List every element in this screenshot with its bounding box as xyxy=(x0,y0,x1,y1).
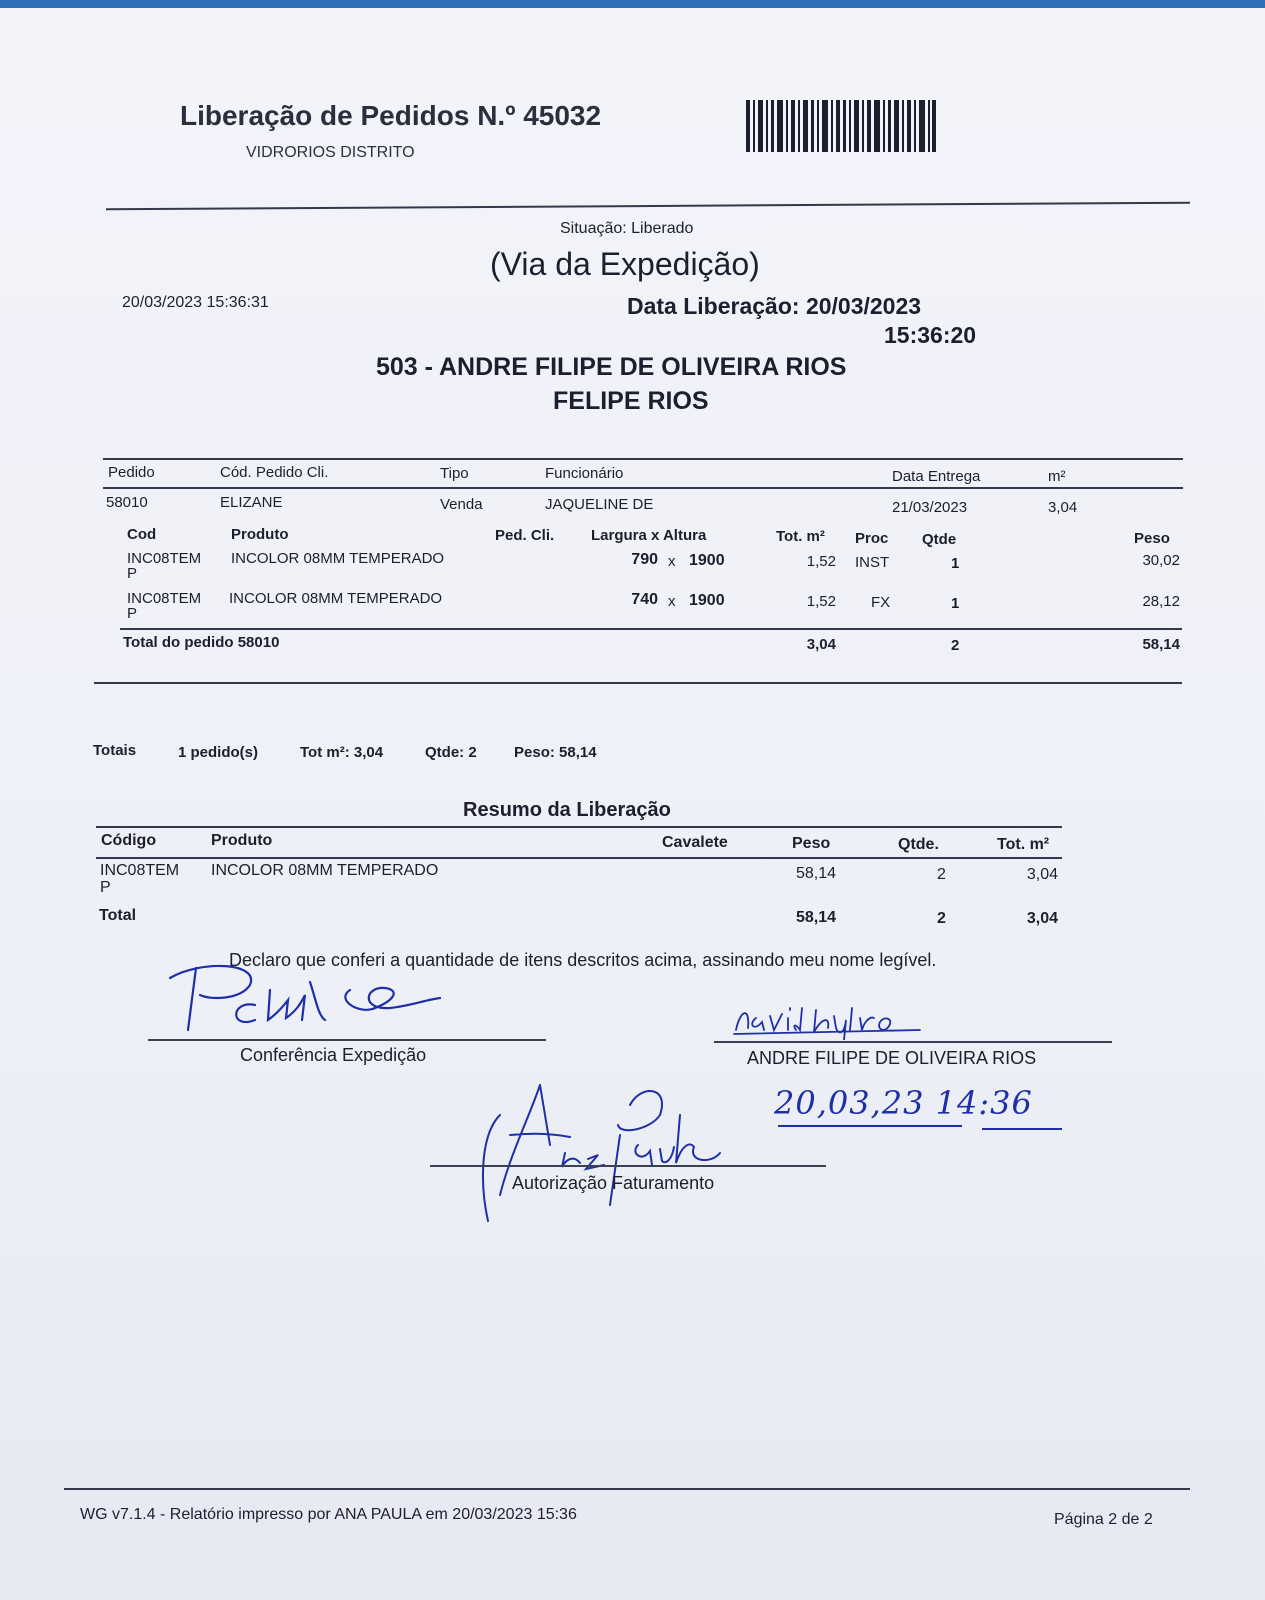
order-total-peso: 58,14 xyxy=(1142,636,1180,653)
item-peso: 30,02 xyxy=(1142,552,1180,569)
item-tot-m2: 1,52 xyxy=(806,593,836,610)
item-tot-m2: 1,52 xyxy=(806,553,836,570)
item-produto: INCOLOR 08MM TEMPERADO xyxy=(231,550,445,567)
item-cod: INC08TEM xyxy=(127,590,202,607)
signature-left xyxy=(160,960,460,1050)
summary-total-label: Total xyxy=(99,907,137,924)
summary-top-rule xyxy=(96,826,1062,828)
order-header-rule xyxy=(103,487,1183,489)
summary-total-qtde: 2 xyxy=(937,910,946,927)
summary-col-produto: Produto xyxy=(211,832,273,849)
col-pedido: Pedido xyxy=(108,464,155,481)
item-cod: INC08TEM xyxy=(127,550,202,567)
copy-type: (Via da Expedição) xyxy=(490,246,760,282)
item-x: x xyxy=(668,553,676,570)
status-text: Situação: Liberado xyxy=(560,220,694,237)
signature-label-left: Conferência Expedição xyxy=(240,1045,427,1065)
handwritten-underline-1 xyxy=(778,1125,962,1127)
item-col-largura-altura: Largura x Altura xyxy=(591,527,707,544)
summary-col-tot-m2: Tot. m² xyxy=(997,836,1050,853)
summary-tot-m2: 3,04 xyxy=(1026,866,1058,883)
item-peso: 28,12 xyxy=(1142,593,1180,610)
order-top-rule xyxy=(103,458,1183,460)
summary-title: Resumo da Liberação xyxy=(463,799,671,821)
signature-right xyxy=(730,1000,930,1040)
summary-cod: INC08TEM xyxy=(100,862,180,879)
order-m2-value: 3,04 xyxy=(1048,499,1078,516)
summary-col-codigo: Código xyxy=(101,832,157,849)
company-name: VIDRORIOS DISTRITO xyxy=(246,144,415,161)
handwritten-date: 20,03,23 14:36 xyxy=(774,1084,1033,1122)
order-bottom-rule xyxy=(94,682,1182,684)
item-proc: INST xyxy=(855,554,890,571)
item-col-ped-cli: Ped. Cli. xyxy=(495,527,555,544)
summary-total-peso: 58,14 xyxy=(795,909,836,926)
printed-timestamp: 20/03/2023 15:36:31 xyxy=(122,294,269,311)
item-col-proc: Proc xyxy=(855,530,889,547)
signature-label-right: ANDRE FILIPE DE OLIVEIRA RIOS xyxy=(747,1048,1037,1068)
document-title: Liberação de Pedidos N.º 45032 xyxy=(180,100,602,131)
handwritten-underline-2 xyxy=(982,1128,1062,1130)
col-m2: m² xyxy=(1048,468,1066,485)
order-tipo-value: Venda xyxy=(440,496,483,513)
summary-total-m2: 3,04 xyxy=(1026,910,1058,927)
signature-line-left xyxy=(148,1039,546,1041)
summary-peso: 58,14 xyxy=(795,865,836,882)
footer-rule xyxy=(64,1488,1190,1490)
order-cod-cli-value: ELIZANE xyxy=(220,494,283,511)
page-number: Página 2 de 2 xyxy=(1054,1511,1153,1528)
col-cod-pedido-cli: Cód. Pedido Cli. xyxy=(220,464,329,481)
top-edge xyxy=(0,0,1265,8)
item-col-qtde: Qtde xyxy=(922,531,957,548)
declaration-text: Declaro que conferi a quantidade de itens descritos acima, assinando meu nome legível. xyxy=(229,950,937,970)
order-data-entrega-value: 21/03/2023 xyxy=(892,499,968,516)
item-largura: 740 xyxy=(631,591,658,608)
item-col-produto: Produto xyxy=(231,526,289,543)
summary-header-rule xyxy=(96,857,1062,859)
col-funcionario: Funcionário xyxy=(545,465,624,482)
order-funcionario-value: JAQUELINE DE xyxy=(545,496,654,513)
totals-pedidos: 1 pedido(s) xyxy=(178,744,259,761)
signature-line-right xyxy=(714,1041,1112,1043)
totals-label: Totais xyxy=(93,742,137,759)
summary-produto: INCOLOR 08MM TEMPERADO xyxy=(211,862,439,879)
order-total-m2: 3,04 xyxy=(806,636,836,653)
release-time: 15:36:20 xyxy=(884,322,977,348)
summary-col-qtde: Qtde. xyxy=(898,836,939,853)
order-total-label: Total do pedido 58010 xyxy=(123,634,280,651)
summary-col-cavalete: Cavalete xyxy=(662,834,728,851)
item-proc: FX xyxy=(871,594,891,611)
header-divider xyxy=(106,202,1190,211)
totals-peso: Peso: 58,14 xyxy=(514,744,597,761)
client-alias: FELIPE RIOS xyxy=(553,387,709,415)
footer-printed-by: WG v7.1.4 - Relatório impresso por ANA PAULA em 20/03/2023 15:36 xyxy=(80,1506,577,1523)
barcode-image xyxy=(746,100,936,152)
client-name: 503 - ANDRE FILIPE DE OLIVEIRA RIOS xyxy=(376,353,847,381)
item-qtde: 1 xyxy=(951,595,960,612)
item-col-tot-m2: Tot. m² xyxy=(776,528,825,545)
order-total-qtde: 2 xyxy=(951,637,960,654)
col-tipo: Tipo xyxy=(440,465,469,482)
release-date: Data Liberação: 20/03/2023 xyxy=(627,293,922,319)
item-x: x xyxy=(668,593,676,610)
summary-qtde: 2 xyxy=(937,866,946,883)
item-largura: 790 xyxy=(631,551,658,568)
signature-label-bottom: Autorização Faturamento xyxy=(512,1173,715,1193)
col-data-entrega: Data Entrega xyxy=(892,468,981,485)
totals-m2: Tot m²: 3,04 xyxy=(300,744,384,761)
item-qtde: 1 xyxy=(951,555,960,572)
signature-line-bottom xyxy=(430,1165,826,1167)
signature-bottom xyxy=(470,1075,750,1225)
item-col-peso: Peso xyxy=(1134,530,1170,547)
item-altura: 1900 xyxy=(689,592,725,609)
item-produto: INCOLOR 08MM TEMPERADO xyxy=(229,590,443,607)
summary-cod-wrap: P xyxy=(100,879,111,896)
item-cod-wrap: P xyxy=(127,605,138,622)
summary-col-peso: Peso xyxy=(792,835,831,852)
item-col-cod: Cod xyxy=(127,526,157,543)
item-altura: 1900 xyxy=(689,552,725,569)
order-total-rule xyxy=(120,628,1182,630)
item-cod-wrap: P xyxy=(127,565,138,582)
order-pedido-value: 58010 xyxy=(106,494,148,511)
totals-qtde: Qtde: 2 xyxy=(425,744,477,761)
